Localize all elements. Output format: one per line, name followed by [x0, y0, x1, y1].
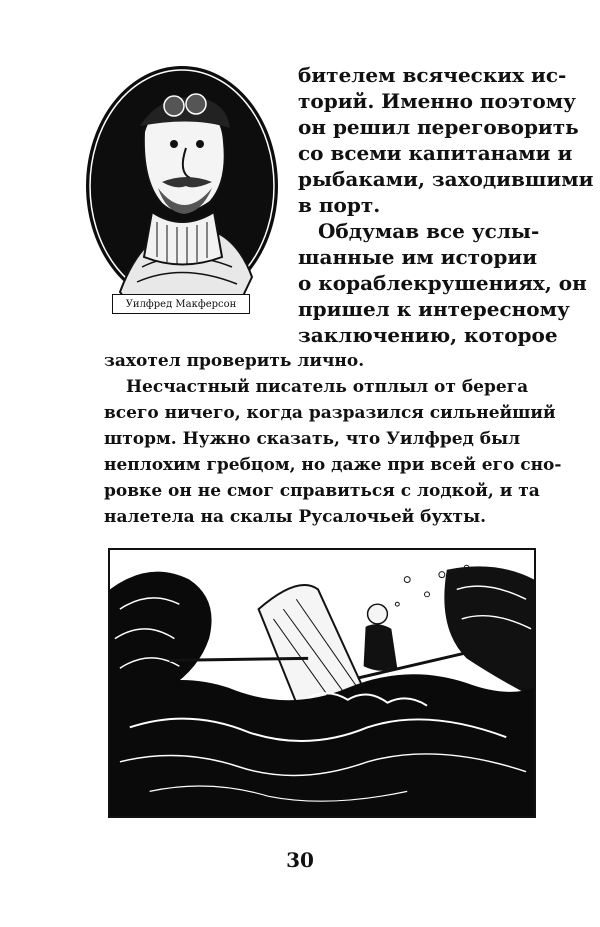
text-line: захотел проверить лично.	[104, 351, 365, 371]
text-line: Несчастный писатель отплыл от берега	[126, 377, 529, 397]
text-line: налетела на скалы Русалочьей бухты.	[104, 507, 487, 527]
portrait-caption: Уилфред Макферсон	[112, 294, 250, 314]
text-line: в порт.	[298, 193, 381, 217]
storm-boat-illustration-icon	[110, 550, 534, 816]
storm-illustration	[108, 548, 536, 818]
text-line: всего ничего, когда разразился сильнейший	[104, 403, 556, 423]
man-portrait-icon	[82, 62, 282, 320]
text-line: ровке он не смог справиться с лодкой, и та	[104, 481, 540, 501]
portrait-medallion	[82, 62, 282, 320]
text-line: бителем всяческих ис-	[298, 63, 567, 87]
text-line: пришел к интересному	[298, 297, 570, 321]
text-line: Обдумав все услы-	[318, 219, 540, 243]
text-line: шторм. Нужно сказать, что Уилфред был	[104, 429, 521, 449]
text-line: заключению, которое	[298, 323, 558, 347]
text-line: со всеми капитанами и	[298, 141, 573, 165]
page-number: 30	[286, 848, 314, 872]
text-line: он решил переговорить	[298, 115, 579, 139]
text-line: о кораблекрушениях, он	[298, 271, 587, 295]
text-line: шанные им истории	[298, 245, 538, 269]
text-line: рыбаками, заходившими	[298, 167, 594, 191]
text-line: торий. Именно поэтому	[298, 89, 576, 113]
text-line: неплохим гребцом, но даже при всей его сно-	[104, 455, 562, 475]
